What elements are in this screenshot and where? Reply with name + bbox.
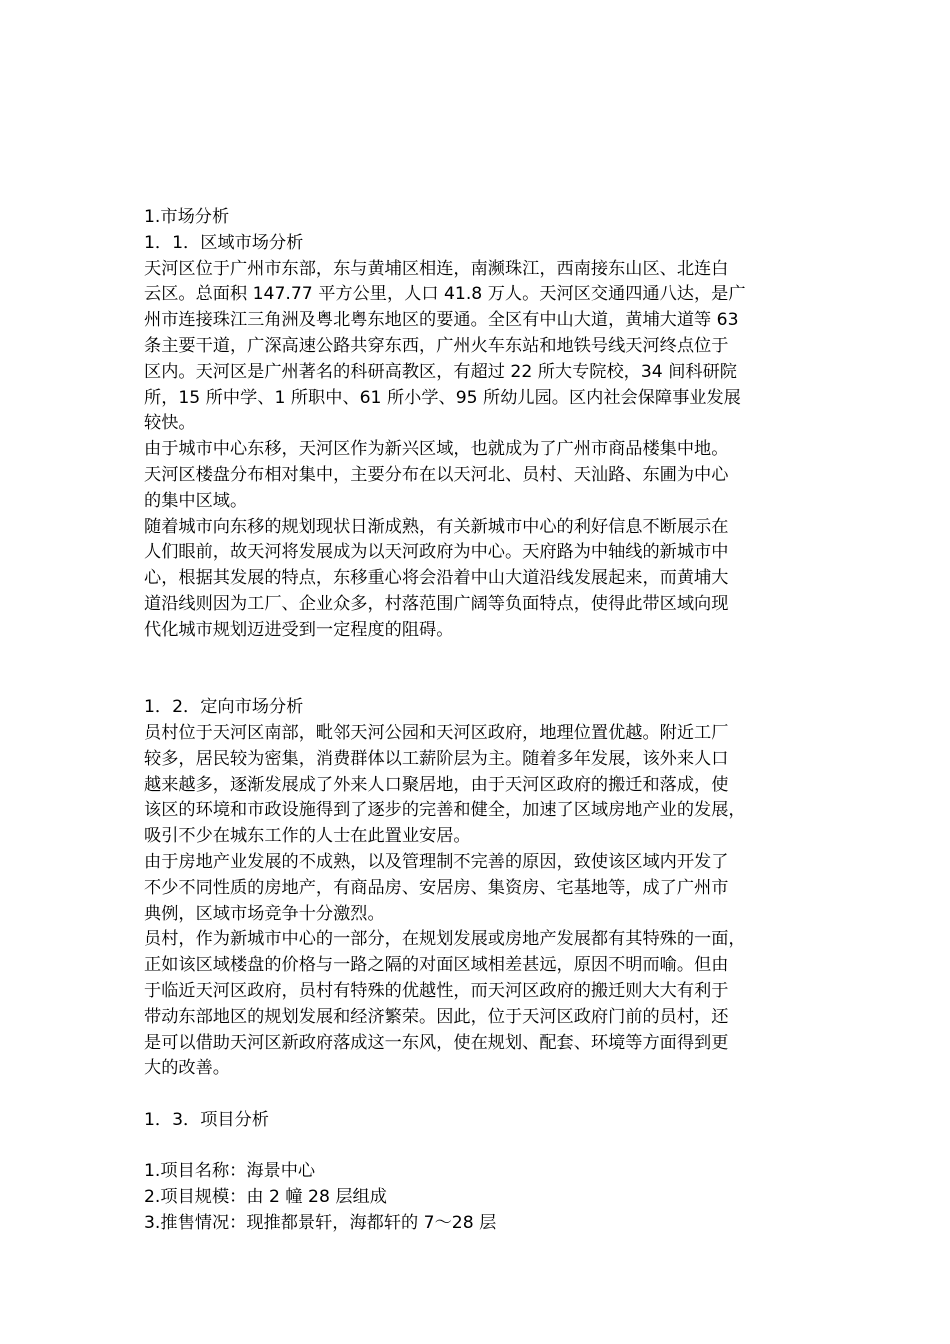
paragraph-district-overview — [144, 257, 808, 438]
project-item-sales: 3.推售情况：现推都景轩，海都轩的 7～28 层 — [144, 1213, 497, 1234]
text-line: 由于城市中心东移，天河区作为新兴区域，也就成为了广州市商品楼集中地。 — [144, 439, 729, 460]
paragraph-city-center-shift — [144, 437, 808, 514]
text-line: 的集中区域。 — [144, 490, 248, 511]
text-line: 是可以借助天河区新政府落成这一东风，使在规划、配套、环境等方面得到更 — [144, 1032, 729, 1053]
document-page — [144, 205, 808, 1237]
text-line: 条主要干道，广深高速公路共穿东西，广州火车东站和地铁号线天河终点位于 — [144, 335, 729, 356]
text-line: 吸引不少在城东工作的人士在此置业安居。 — [144, 826, 471, 847]
text-line: 人们眼前，故天河将发展成为以天河政府为中心。天府路为中轴线的新城市中 — [144, 542, 729, 563]
text-line: 由于房地产业发展的不成熟，以及管理制不完善的原因，致使该区域内开发了 — [144, 851, 729, 872]
spacer — [144, 644, 808, 670]
text-line: 道沿线则因为工厂、企业众多，村落范围广阔等负面特点，使得此带区域向现 — [144, 593, 729, 614]
spacer — [144, 669, 808, 695]
subsection-heading-regional-market: 1．1．区域市场分析 — [144, 232, 304, 253]
paragraph-development-trend — [144, 515, 808, 644]
text-line: 带动东部地区的规划发展和经济繁荣。因此，位于天河区政府门前的员村，还 — [144, 1006, 729, 1027]
text-line: 员村位于天河区南部，毗邻天河公园和天河区政府，地理位置优越。附近工厂 — [144, 722, 729, 743]
text-line: 天河区位于广州市东部，东与黄埔区相连，南濒珠江，西南接东山区、北连白 — [144, 258, 729, 279]
project-item-name: 1.项目名称：海景中心 — [144, 1161, 316, 1182]
text-line: 越来越多，逐渐发展成了外来人口聚居地，由于天河区政府的搬迁和落成，使 — [144, 774, 729, 795]
text-line: 员村，作为新城市中心的一部分，在规划发展或房地产发展都有其特殊的一面， — [144, 929, 746, 950]
text-line: 正如该区域楼盘的价格与一路之隔的对面区域相差甚远，原因不明而喻。但由 — [144, 955, 729, 976]
spacer — [144, 1082, 808, 1108]
text-line: 较快。 — [144, 413, 196, 434]
text-line: 州市连接珠江三角洲及粤北粤东地区的要通。全区有中山大道，黄埔大道等 63 — [144, 310, 739, 331]
text-line: 该区的环境和市政设施得到了逐步的完善和健全，加速了区域房地产业的发展， — [144, 800, 746, 821]
section-heading: 1.市场分析 — [144, 207, 230, 227]
text-line: 区内。天河区是广州著名的科研高教区，有超过 22 所大专院校，34 间科研院 — [144, 361, 737, 382]
subsection-heading-project-analysis: 1．3．项目分析 — [144, 1109, 269, 1130]
paragraph-market-competition — [144, 850, 808, 927]
text-line: 于临近天河区政府，员村有特殊的优越性，而天河区政府的搬迁则大大有利于 — [144, 980, 729, 1001]
text-line: 典例，区域市场竞争十分激烈。 — [144, 903, 385, 924]
project-item-scale: 2.项目规模：由 2 幢 28 层组成 — [144, 1187, 387, 1208]
text-line: 大的改善。 — [144, 1058, 230, 1079]
text-line: 随着城市向东移的规划现状日渐成熟，有关新城市中心的利好信息不断展示在 — [144, 516, 729, 537]
text-line: 较多，居民较为密集，消费群体以工薪阶层为主。随着多年发展，该外来人口 — [144, 748, 729, 769]
paragraph-yuancun-advantages — [144, 927, 808, 1082]
paragraph-yuancun-overview — [144, 721, 808, 850]
subsection-heading-target-market: 1．2．定向市场分析 — [144, 697, 304, 718]
spacer — [144, 1134, 808, 1160]
project-item-list — [144, 1159, 808, 1236]
text-line: 云区。总面积 147.77 平方公里，人口 41.8 万人。天河区交通四通八达，是广 — [144, 284, 746, 305]
text-line: 心，根据其发展的特点，东移重心将会沿着中山大道沿线发展起来，而黄埔大 — [144, 568, 729, 589]
text-line: 不少不同性质的房地产，有商品房、安居房、集资房、宅基地等，成了广州市 — [144, 877, 729, 898]
text-line: 天河区楼盘分布相对集中，主要分布在以天河北、员村、天汕路、东圃为中心 — [144, 464, 729, 485]
text-line: 代化城市规划迈进受到一定程度的阻碍。 — [144, 619, 454, 640]
text-line: 所，15 所中学、1 所职中、61 所小学、95 所幼儿园。区内社会保障事业发展 — [144, 387, 741, 408]
